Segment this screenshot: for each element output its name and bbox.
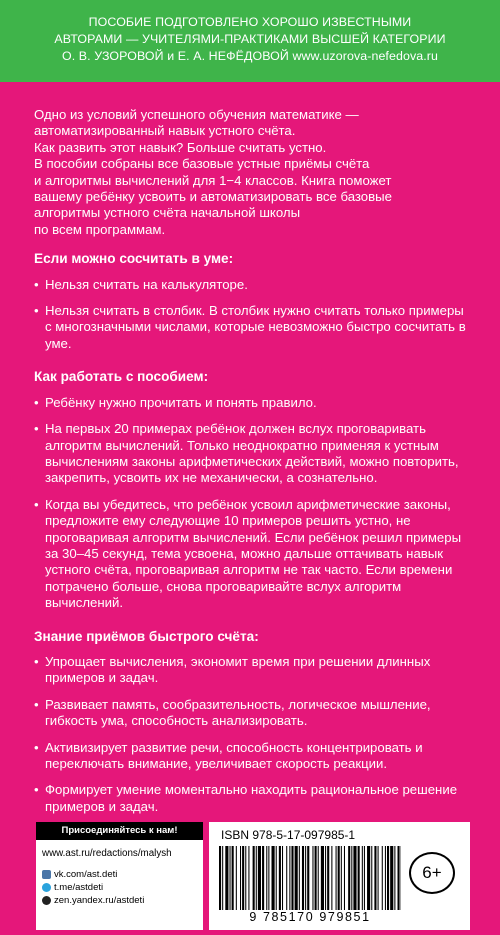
barcode-bar: [325, 846, 326, 910]
barcode-bar: [364, 846, 365, 910]
intro-paragraph: [34, 107, 474, 238]
barcode-bar: [312, 846, 313, 910]
zen-link[interactable]: [36, 894, 203, 907]
barcode-bar: [245, 846, 246, 910]
barcode-bar: [367, 846, 370, 910]
telegram-icon: [42, 883, 51, 892]
bullet-item: • Формирует умение моментально находить рациональное решение примеров и задач.: [34, 782, 474, 815]
vk-link[interactable]: [36, 868, 203, 881]
barcode-bar: [225, 846, 228, 910]
barcode-bar: [302, 846, 304, 910]
barcode-bar: [305, 846, 306, 910]
barcode-bar: [236, 846, 237, 910]
barcode-bar: [219, 846, 221, 910]
barcode-bar: [272, 846, 275, 910]
isbn-box: [209, 822, 470, 930]
barcode-bar: [242, 846, 244, 910]
bullet-item: • Когда вы убедитесь, что ребёнок усвоил арифметические законы, предложите ему следующие 10 примеров решить устно, не проговаривая алгоритм вычислений. Если ребёнок решил примеры за 30–45 секунд, тема усвоена, можно дальше оттачивать навык устного счёта, проговаривая алгоритм не так часто. Если времени потрачено больше, снова проговаривайте вслух алгоритм вычислений.: [34, 497, 474, 612]
barcode-bar: [362, 846, 363, 910]
barcode-bar: [348, 846, 350, 910]
telegram-link-label: t.me/astdeti: [54, 882, 104, 893]
barcode-bar: [318, 846, 319, 910]
barcode-bar: [279, 846, 281, 910]
barcode-bar: [256, 846, 257, 910]
barcode-bar: [262, 846, 264, 910]
barcode-bar: [289, 846, 290, 910]
barcode-bar: [382, 846, 383, 910]
banner-line-2: АВТОРАМИ — УЧИТЕЛЯМИ-ПРАКТИКАМИ ВЫСШЕЙ КАТЕГОРИИ: [54, 32, 446, 46]
barcode-bar: [286, 846, 287, 910]
barcode-bar: [341, 846, 342, 910]
authors-banner: [0, 0, 500, 82]
section-heading: Знание приёмов быстрого счёта:: [34, 628, 259, 644]
barcode-bar: [344, 846, 345, 910]
barcode: [219, 846, 401, 910]
intro-line: алгоритмы устного счёта начальной школы: [34, 205, 301, 221]
section-heading: Если можно сосчитать в уме:: [34, 251, 234, 267]
barcode-bar: [258, 846, 261, 910]
barcode-bar: [276, 846, 277, 910]
barcode-bar: [315, 846, 317, 910]
barcode-bar: [230, 846, 231, 910]
barcode-bar: [295, 846, 298, 910]
barcode-bar: [232, 846, 234, 910]
barcode-bar: [307, 846, 309, 910]
barcode-bar: [253, 846, 255, 910]
barcode-bar: [374, 846, 376, 910]
intro-line: и алгоритмы вычислений для 1−4 классов. Книга поможет: [34, 172, 392, 188]
barcode-bar: [248, 846, 249, 910]
barcode-bar: [385, 846, 386, 910]
banner-line-3: О. В. УЗОРОВОЙ и Е. А. НЕФЁДОВОЙ www.uzorova-nefedova.ru: [61, 49, 438, 63]
barcode-bar: [321, 846, 324, 910]
vk-icon: [42, 870, 51, 879]
social-links-box: [36, 822, 203, 930]
intro-line: по всем программам.: [34, 221, 166, 237]
isbn-label: ISBN 978-5-17-097985-1: [221, 828, 356, 842]
bullet-item: • Нельзя считать в столбик. В столбик нужно считать только примеры с многозначными числами, которые невозможно быстро сосчитать в уме.: [34, 303, 474, 352]
barcode-bar: [371, 846, 372, 910]
barcode-number: 9 785170 979851: [249, 910, 371, 924]
barcode-bar: [299, 846, 300, 910]
barcode-bar: [268, 846, 269, 910]
barcode-bar: [358, 846, 360, 910]
barcode-bar: [338, 846, 340, 910]
barcode-bar: [282, 846, 283, 910]
bullet-item: • Нельзя считать на калькуляторе.: [34, 277, 474, 293]
bullet-item: • Активизирует развитие речи, способность концентрировать и переключать внимание, увеличивает скорость реакции.: [34, 740, 474, 773]
section-heading: Как работать с пособием:: [34, 369, 209, 385]
barcode-bar: [351, 846, 352, 910]
barcode-bar: [327, 846, 329, 910]
zen-icon: [42, 896, 51, 905]
barcode-bar: [240, 846, 241, 910]
bullet-item: • Развивает память, сообразительность, логическое мышление, гибкость ума, способность анализировать.: [34, 697, 474, 730]
barcode-bar: [378, 846, 379, 910]
description-text: [34, 107, 474, 825]
barcode-bar: [353, 846, 356, 910]
zen-link-label: zen.yandex.ru/astdeti: [54, 895, 145, 906]
vk-link-label: vk.com/ast.deti: [54, 869, 118, 880]
barcode-bar: [331, 846, 332, 910]
barcode-bar: [336, 846, 337, 910]
intro-line: Как развить этот навык? Больше считать устно.: [34, 139, 327, 155]
barcode-bar: [394, 846, 395, 910]
publisher-footer: [36, 822, 470, 930]
intro-line: автоматизированный навык устного счёта.: [34, 123, 296, 139]
intro-line: Одно из условий успешного обучения математике —: [34, 107, 359, 122]
barcode-bar: [291, 846, 293, 910]
bullet-item: • На первых 20 примерах ребёнок должен вслух проговаривать алгоритм вычислений. Только неоднократно применяя к устным вычислениям законы арифметических действий, можно повторить, закрепить, усвоить их не механически, а сознательно.: [34, 421, 474, 487]
barcode-bar: [398, 846, 400, 910]
barcode-bar: [387, 846, 389, 910]
intro-line: В пособии собраны все базовые устные приёмы счёта: [34, 156, 370, 172]
join-us-label: Присоединяйтесь к нам!: [36, 822, 203, 840]
barcode-bar: [390, 846, 393, 910]
site-link[interactable]: www.ast.ru/redactions/malysh: [42, 848, 172, 859]
age-rating-badge: 6+: [409, 852, 455, 894]
bullet-item: • Ребёнку нужно прочитать и понять правило.: [34, 395, 474, 411]
bullet-item: • Упрощает вычисления, экономит время при решении длинных примеров и задач.: [34, 654, 474, 687]
telegram-link[interactable]: [36, 881, 203, 894]
intro-line: вашему ребёнку усвоить и автоматизировать все базовые: [34, 189, 392, 205]
banner-line-1: ПОСОБИЕ ПОДГОТОВЛЕНО ХОРОШО ИЗВЕСТНЫМИ: [88, 15, 412, 29]
barcode-bar: [222, 846, 223, 910]
barcode-bar: [266, 846, 267, 910]
